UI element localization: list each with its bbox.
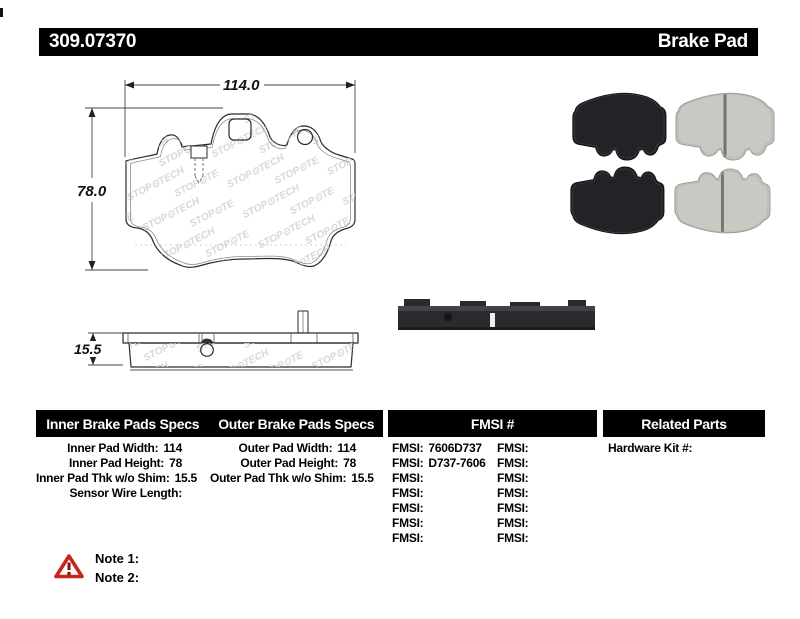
thickness-dimension (74, 333, 123, 365)
related-parts-column (608, 441, 692, 456)
related-parts-header: Related Parts (641, 415, 727, 432)
specs-header-bar (36, 410, 383, 437)
fmsi-row: FMSI: (497, 531, 529, 545)
pad-photo-back-top (573, 93, 666, 160)
front-view-drawing (60, 70, 400, 300)
fmsi-row: FMSI: (392, 486, 424, 500)
spec-row: Outer Pad Width: 114 (238, 441, 356, 455)
inner-specs-column (36, 441, 197, 501)
brake-pad-outline (126, 114, 355, 267)
fmsi-row: FMSI: (497, 441, 529, 455)
fmsi-row: FMSI: D737-7606 (392, 456, 486, 470)
fmsi-column-1 (392, 441, 486, 546)
fmsi-row: FMSI: (497, 501, 529, 515)
fmsi-row: FMSI: (392, 531, 424, 545)
spec-row: Sensor Wire Length: (69, 486, 182, 500)
pad-photo-friction-top (676, 93, 774, 160)
warning-triangle-icon (54, 553, 84, 580)
product-name: Brake Pad (657, 31, 748, 52)
side-view-drawing (60, 295, 400, 405)
page-corner-mark (0, 8, 3, 17)
spec-row: Inner Pad Height: 78 (69, 456, 182, 470)
fmsi-column-2 (497, 441, 528, 546)
fmsi-row: FMSI: (497, 456, 529, 470)
sensor-clip (191, 146, 207, 158)
related-part-row: Hardware Kit #: (608, 441, 693, 455)
outer-specs-column (210, 441, 374, 486)
spec-row: Outer Pad Height: 78 (240, 456, 356, 470)
pad-side-profile (123, 311, 358, 370)
pad-photo-friction-bottom (675, 169, 770, 233)
fmsi-row: FMSI: (497, 516, 529, 530)
fmsi-header: FMSI # (470, 415, 515, 432)
part-number: 309.07370 (49, 31, 137, 52)
fmsi-row: FMSI: (497, 486, 529, 500)
pad-photo-back-bottom (571, 167, 664, 234)
spec-row: Inner Pad Width: 114 (67, 441, 182, 455)
spec-row: Inner Pad Thk w/o Shim: 15.5 (36, 471, 197, 485)
fmsi-row: FMSI: 7606D737 (392, 441, 482, 455)
width-dim-label: 114.0 (223, 77, 260, 94)
fmsi-row: FMSI: (392, 471, 424, 485)
product-photo-pads (558, 76, 780, 244)
thickness-dim-label: 15.5 (74, 341, 102, 357)
spec-row: Outer Pad Thk w/o Shim: 15.5 (210, 471, 374, 485)
note-1-label: Note 1: (95, 551, 140, 566)
fmsi-row: FMSI: (392, 516, 424, 530)
fmsi-header-bar (388, 410, 597, 437)
related-parts-header-bar (603, 410, 765, 437)
inner-specs-header: Inner Brake Pads Specs (46, 415, 200, 432)
note-2-label: Note 2: (95, 570, 140, 585)
height-dim-label: 78.0 (77, 183, 107, 200)
fmsi-row: FMSI: (392, 501, 424, 515)
fmsi-row: FMSI: (497, 471, 529, 485)
title-bar (39, 28, 758, 56)
outer-specs-header: Outer Brake Pads Specs (218, 415, 375, 432)
product-photo-edge (390, 284, 605, 336)
